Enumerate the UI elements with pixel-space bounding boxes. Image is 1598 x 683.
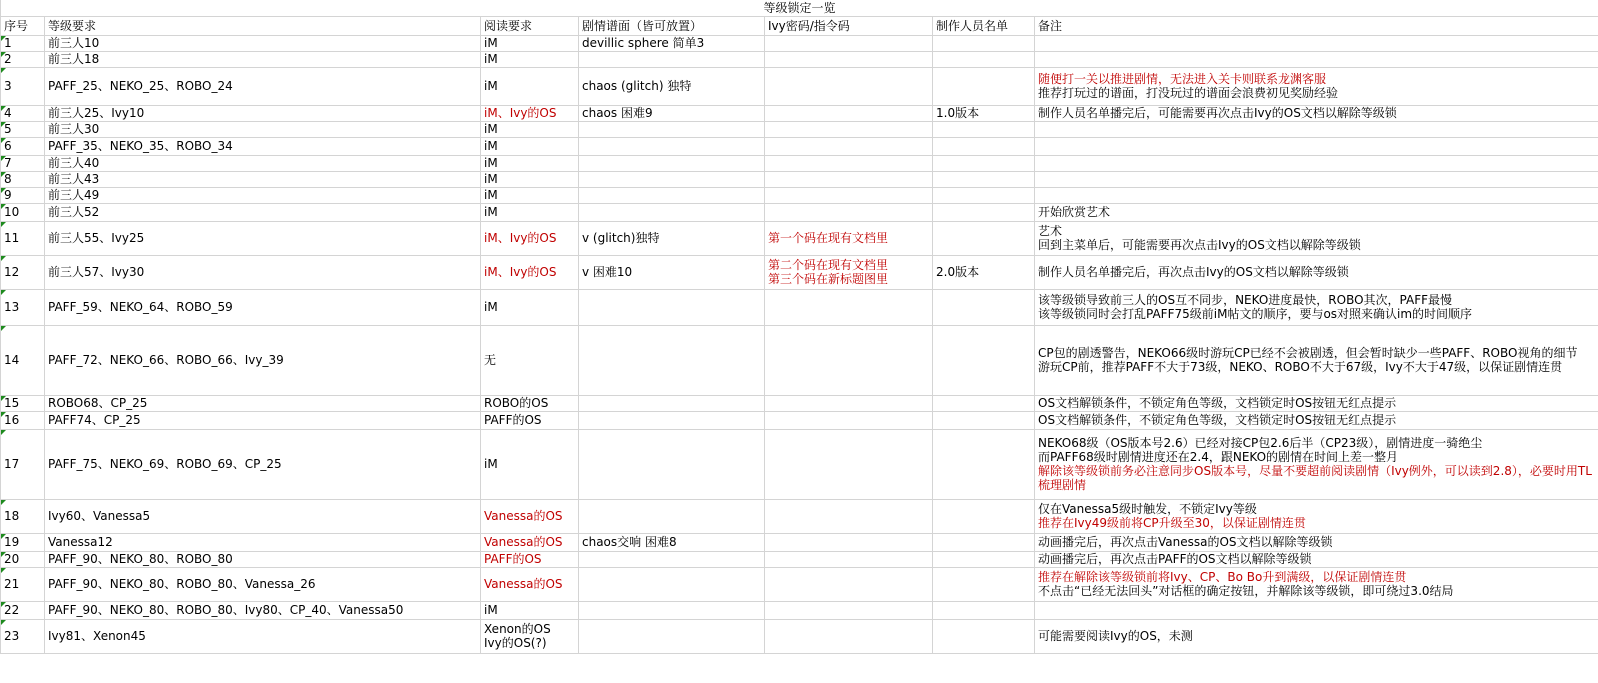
cell-level[interactable]: PAFF_25、NEKO_25、ROBO_24 [45,67,481,105]
cell-reading[interactable]: PAFF的OS [481,551,579,567]
header-seq[interactable]: 序号 [1,16,45,35]
cell-ivy-code[interactable]: 第一个码在现有文档里 [765,221,933,255]
note-line: 动画播完后，再次点击PAFF的OS文档以解除等级锁 [1038,552,1312,566]
cell-chart[interactable] [579,187,765,203]
cell-credits[interactable] [933,171,1035,187]
cell-credits[interactable] [933,411,1035,429]
note-line: 制作人员名单播完后，可能需要再次点击Ivy的OS文档以解除等级锁 [1038,106,1397,120]
cell-reading[interactable]: ROBO的OS [481,395,579,411]
cell-credits[interactable] [933,567,1035,601]
cell-reading[interactable]: iM [481,203,579,221]
cell-notes[interactable] [1035,35,1598,51]
cell-reading[interactable]: iM、Ivy的OS [481,221,579,255]
cell-seq[interactable]: 3 [1,67,45,105]
cell-chart[interactable] [579,171,765,187]
cell-credits[interactable] [933,187,1035,203]
cell-credits[interactable] [933,499,1035,533]
cell-credits[interactable] [933,325,1035,395]
table-row [1,601,1598,619]
cell-credits[interactable] [933,51,1035,67]
note-line: 动画播完后，再次点击Vanessa的OS文档以解除等级锁 [1038,535,1333,549]
cell-ivy-code[interactable] [765,67,933,105]
note-line: 仅在Vanessa5级时触发，不锁定Ivy等级 [1038,502,1257,516]
cell-ivy-code[interactable] [765,499,933,533]
cell-seq[interactable]: 12 [1,255,45,289]
cell-notes[interactable] [1035,187,1598,203]
cell-ivy-code[interactable] [765,121,933,137]
cell-level[interactable]: 前三人49 [45,187,481,203]
cell-chart[interactable] [579,289,765,325]
cell-chart[interactable]: chaos 困难9 [579,105,765,121]
cell-seq[interactable]: 16 [1,411,45,429]
cell-ivy-code[interactable] [765,601,933,619]
cell-level[interactable]: Ivy60、Vanessa5 [45,499,481,533]
cell-credits[interactable]: 1.0版本 [933,105,1035,121]
cell-level[interactable]: 前三人40 [45,155,481,171]
cell-reading[interactable]: 无 [481,325,579,395]
table-row [1,171,1598,187]
cell-seq[interactable]: 5 [1,121,45,137]
cell-notes[interactable] [1035,411,1598,429]
note-line: NEKO68级（OS版本号2.6）已经对接CP包2.6后半（CP23级），剧情进度一骑绝尘 [1038,436,1483,450]
cell-ivy-code[interactable] [765,325,933,395]
cell-ivy-code[interactable] [765,105,933,121]
cell-notes[interactable] [1035,619,1598,653]
note-line: 该等级锁导致前三人的OS互不同步，NEKO进度最快，ROBO其次，PAFF最慢 [1038,293,1453,307]
note-line: 而PAFF68级时剧情进度还在2.4，跟NEKO的剧情在时间上差一整月 [1038,450,1399,464]
cell-ivy-code[interactable] [765,187,933,203]
cell-level[interactable]: PAFF_72、NEKO_66、ROBO_66、Ivy_39 [45,325,481,395]
header-chart[interactable]: 剧情谱面（皆可放置） [579,16,765,35]
table-row [1,289,1598,325]
cell-chart[interactable] [579,499,765,533]
cell-notes[interactable] [1035,395,1598,411]
cell-level[interactable]: PAFF_35、NEKO_35、ROBO_34 [45,137,481,155]
cell-notes[interactable] [1035,533,1598,551]
cell-chart[interactable]: v (glitch)独特 [579,221,765,255]
cell-seq[interactable]: 22 [1,601,45,619]
cell-chart[interactable] [579,619,765,653]
table-row [1,325,1598,395]
note-line: 解除该等级锁前务必注意同步OS版本号，尽量不要超前阅读剧情（Ivy例外，可以读到2.8），必要时用TL梳理剧情 [1038,464,1592,492]
cell-chart[interactable]: chaos (glitch) 独特 [579,67,765,105]
table-row [1,155,1598,171]
table-row [1,567,1598,601]
cell-level[interactable]: 前三人43 [45,171,481,187]
cell-reading[interactable]: iM [481,155,579,171]
cell-level[interactable]: PAFF74、CP_25 [45,411,481,429]
cell-seq[interactable]: 20 [1,551,45,567]
cell-level[interactable]: 前三人57、Ivy30 [45,255,481,289]
table-row [1,51,1598,67]
cell-level[interactable]: PAFF_90、NEKO_80、ROBO_80、Vanessa_26 [45,567,481,601]
note-line: 推荐在Ivy49级前将CP升级至30，以保证剧情连贯 [1038,516,1306,530]
cell-level[interactable]: ROBO68、CP_25 [45,395,481,411]
table-row [1,395,1598,411]
cell-credits[interactable] [933,221,1035,255]
note-line: 开始欣赏艺术 [1038,205,1111,219]
header-reading[interactable]: 阅读要求 [481,16,579,35]
table-row [1,187,1598,203]
table-row [1,533,1598,551]
cell-level[interactable]: 前三人25、Ivy10 [45,105,481,121]
note-line: 制作人员名单播完后，再次点击Ivy的OS文档以解除等级锁 [1038,265,1349,279]
note-line: 随便打一关以推进剧情，无法进入关卡则联系龙渊客服 [1038,72,1327,86]
note-line: 不点击“已经无法回头”对话框的确定按钮，并解除该等级锁，即可绕过3.0结局 [1038,584,1454,598]
cell-chart[interactable] [579,429,765,499]
note-line: 该等级锁同时会打乱PAFF75级前iM帖文的顺序，要与os对照来确认im的时间顺序 [1038,307,1473,321]
cell-reading[interactable]: iM [481,67,579,105]
header-notes[interactable]: 备注 [1035,16,1598,35]
cell-credits[interactable] [933,429,1035,499]
cell-notes[interactable] [1035,429,1598,499]
cell-notes[interactable] [1035,137,1598,155]
note-line: 推荐在解除该等级锁前将Ivy、CP、Bo Bo升到满级，以保证剧情连贯 [1038,570,1407,584]
cell-seq[interactable]: 17 [1,429,45,499]
note-line: 艺术 [1038,224,1063,238]
table-row [1,221,1598,255]
cell-notes[interactable] [1035,567,1598,601]
cell-seq[interactable]: 2 [1,51,45,67]
cell-reading[interactable]: iM、Ivy的OS [481,105,579,121]
cell-ivy-code[interactable] [765,155,933,171]
cell-chart[interactable]: chaos交响 困难8 [579,533,765,551]
cell-seq[interactable]: 13 [1,289,45,325]
cell-chart[interactable]: v 困难10 [579,255,765,289]
cell-chart[interactable] [579,121,765,137]
cell-seq[interactable]: 7 [1,155,45,171]
cell-credits[interactable]: 2.0版本 [933,255,1035,289]
header-credits[interactable]: 制作人员名单 [933,16,1035,35]
cell-ivy-code[interactable] [765,411,933,429]
cell-reading[interactable]: iM、Ivy的OS [481,255,579,289]
cell-chart[interactable] [579,411,765,429]
cell-notes[interactable] [1035,51,1598,67]
cell-credits[interactable] [933,137,1035,155]
table-row [1,67,1598,105]
cell-seq[interactable]: 14 [1,325,45,395]
cell-notes[interactable] [1035,601,1598,619]
cell-reading[interactable]: PAFF的OS [481,411,579,429]
cell-notes[interactable] [1035,155,1598,171]
cell-level[interactable]: PAFF_90、NEKO_80、ROBO_80、Ivy80、CP_40、Vanessa50 [45,601,481,619]
note-line: 回到主菜单后，可能需要再次点击Ivy的OS文档以解除等级锁 [1038,238,1361,252]
cell-seq[interactable]: 10 [1,203,45,221]
cell-credits[interactable] [933,155,1035,171]
cell-seq[interactable]: 23 [1,619,45,653]
cell-notes[interactable] [1035,255,1598,289]
cell-reading[interactable]: iM [481,289,579,325]
cell-seq[interactable]: 11 [1,221,45,255]
cell-notes[interactable] [1035,551,1598,567]
cell-credits[interactable] [933,395,1035,411]
cell-chart[interactable] [579,155,765,171]
note-line: 推荐打玩过的谱面，打没玩过的谱面会浪费初见奖励经验 [1038,86,1339,100]
cell-credits[interactable] [933,601,1035,619]
cell-ivy-code[interactable] [765,551,933,567]
cell-seq[interactable]: 15 [1,395,45,411]
cell-ivy-code[interactable] [765,395,933,411]
cell-reading[interactable]: iM [481,171,579,187]
cell-seq[interactable]: 18 [1,499,45,533]
cell-level[interactable]: Vanessa12 [45,533,481,551]
cell-reading[interactable]: iM [481,429,579,499]
cell-chart[interactable] [579,51,765,67]
cell-seq[interactable]: 6 [1,137,45,155]
cell-reading[interactable]: iM [481,51,579,67]
cell-seq[interactable]: 19 [1,533,45,551]
cell-seq[interactable]: 4 [1,105,45,121]
cell-ivy-code[interactable] [765,137,933,155]
cell-chart[interactable]: devillic sphere 简单3 [579,35,765,51]
cell-credits[interactable] [933,533,1035,551]
cell-ivy-code[interactable] [765,203,933,221]
cell-ivy-code[interactable] [765,35,933,51]
table-row [1,35,1598,51]
cell-seq[interactable]: 8 [1,171,45,187]
cell-ivy-code[interactable] [765,567,933,601]
cell-level[interactable]: 前三人10 [45,35,481,51]
cell-ivy-code[interactable] [765,51,933,67]
cell-notes[interactable] [1035,105,1598,121]
cell-level[interactable]: 前三人52 [45,203,481,221]
cell-credits[interactable] [933,619,1035,653]
table-row [1,137,1598,155]
cell-level[interactable]: PAFF_90、NEKO_80、ROBO_80 [45,551,481,567]
cell-notes[interactable] [1035,289,1598,325]
table-row [1,121,1598,137]
cell-level[interactable]: 前三人18 [45,51,481,67]
cell-ivy-code[interactable] [765,429,933,499]
header-level[interactable]: 等级要求 [45,16,481,35]
cell-level[interactable]: 前三人55、Ivy25 [45,221,481,255]
cell-seq[interactable]: 9 [1,187,45,203]
cell-credits[interactable] [933,121,1035,137]
table-row [1,619,1598,653]
cell-chart[interactable] [579,551,765,567]
cell-seq[interactable]: 1 [1,35,45,51]
cell-reading[interactable]: Vanessa的OS [481,499,579,533]
cell-level[interactable]: Ivy81、Xenon45 [45,619,481,653]
cell-ivy-code[interactable]: 第二个码在现有文档里 第三个码在新标题图里 [765,255,933,289]
cell-reading[interactable]: iM [481,187,579,203]
cell-notes[interactable] [1035,203,1598,221]
note-line: 可能需要阅读Ivy的OS，未测 [1038,629,1193,643]
cell-notes[interactable] [1035,325,1598,395]
cell-notes[interactable] [1035,221,1598,255]
cell-credits[interactable] [933,67,1035,105]
cell-notes[interactable] [1035,121,1598,137]
cell-reading[interactable]: Xenon的OS Ivy的OS(?) [481,619,579,653]
cell-reading[interactable]: iM [481,601,579,619]
table-row [1,255,1598,289]
cell-credits[interactable] [933,551,1035,567]
cell-chart[interactable] [579,601,765,619]
cell-reading[interactable]: iM [481,121,579,137]
cell-reading[interactable]: Vanessa的OS [481,533,579,551]
cell-level[interactable]: 前三人30 [45,121,481,137]
cell-ivy-code[interactable] [765,533,933,551]
header-row [1,16,1598,35]
note-line: OS文档解锁条件，不锁定角色等级，文档锁定时OS按钮无红点提示 [1038,396,1397,410]
cell-chart[interactable] [579,203,765,221]
cell-notes[interactable] [1035,67,1598,105]
header-ivy-code[interactable]: Ivy密码/指令码 [765,16,933,35]
note-line: 游玩CP前，推荐PAFF不大于73级，NEKO、ROBO不大于67级，Ivy不大于47级，以保证剧情连贯 [1038,360,1563,374]
cell-ivy-code[interactable] [765,171,933,187]
table-row [1,105,1598,121]
cell-chart[interactable] [579,137,765,155]
cell-credits[interactable] [933,203,1035,221]
sheet-title[interactable]: 等级锁定一览 [1,0,1598,16]
note-line: CP包的剧透警告，NEKO66级时游玩CP已经不会被剧透，但会暂时缺少一些PAFF、ROBO视角的细节 [1038,346,1578,360]
cell-notes[interactable] [1035,171,1598,187]
cell-credits[interactable] [933,289,1035,325]
cell-ivy-code[interactable] [765,289,933,325]
table-row [1,551,1598,567]
cell-chart[interactable] [579,325,765,395]
note-line: OS文档解锁条件，不锁定角色等级，文档锁定时OS按钮无红点提示 [1038,413,1397,427]
cell-seq[interactable]: 21 [1,567,45,601]
cell-chart[interactable] [579,567,765,601]
cell-reading[interactable]: iM [481,35,579,51]
cell-notes[interactable] [1035,499,1598,533]
cell-credits[interactable] [933,35,1035,51]
cell-chart[interactable] [579,395,765,411]
cell-reading[interactable]: Vanessa的OS [481,567,579,601]
table-row [1,429,1598,499]
table-body [1,35,1598,653]
cell-reading[interactable]: iM [481,137,579,155]
cell-level[interactable]: PAFF_59、NEKO_64、ROBO_59 [45,289,481,325]
cell-ivy-code[interactable] [765,619,933,653]
table-row [1,203,1598,221]
table-row [1,411,1598,429]
table-row [1,499,1598,533]
cell-level[interactable]: PAFF_75、NEKO_69、ROBO_69、CP_25 [45,429,481,499]
